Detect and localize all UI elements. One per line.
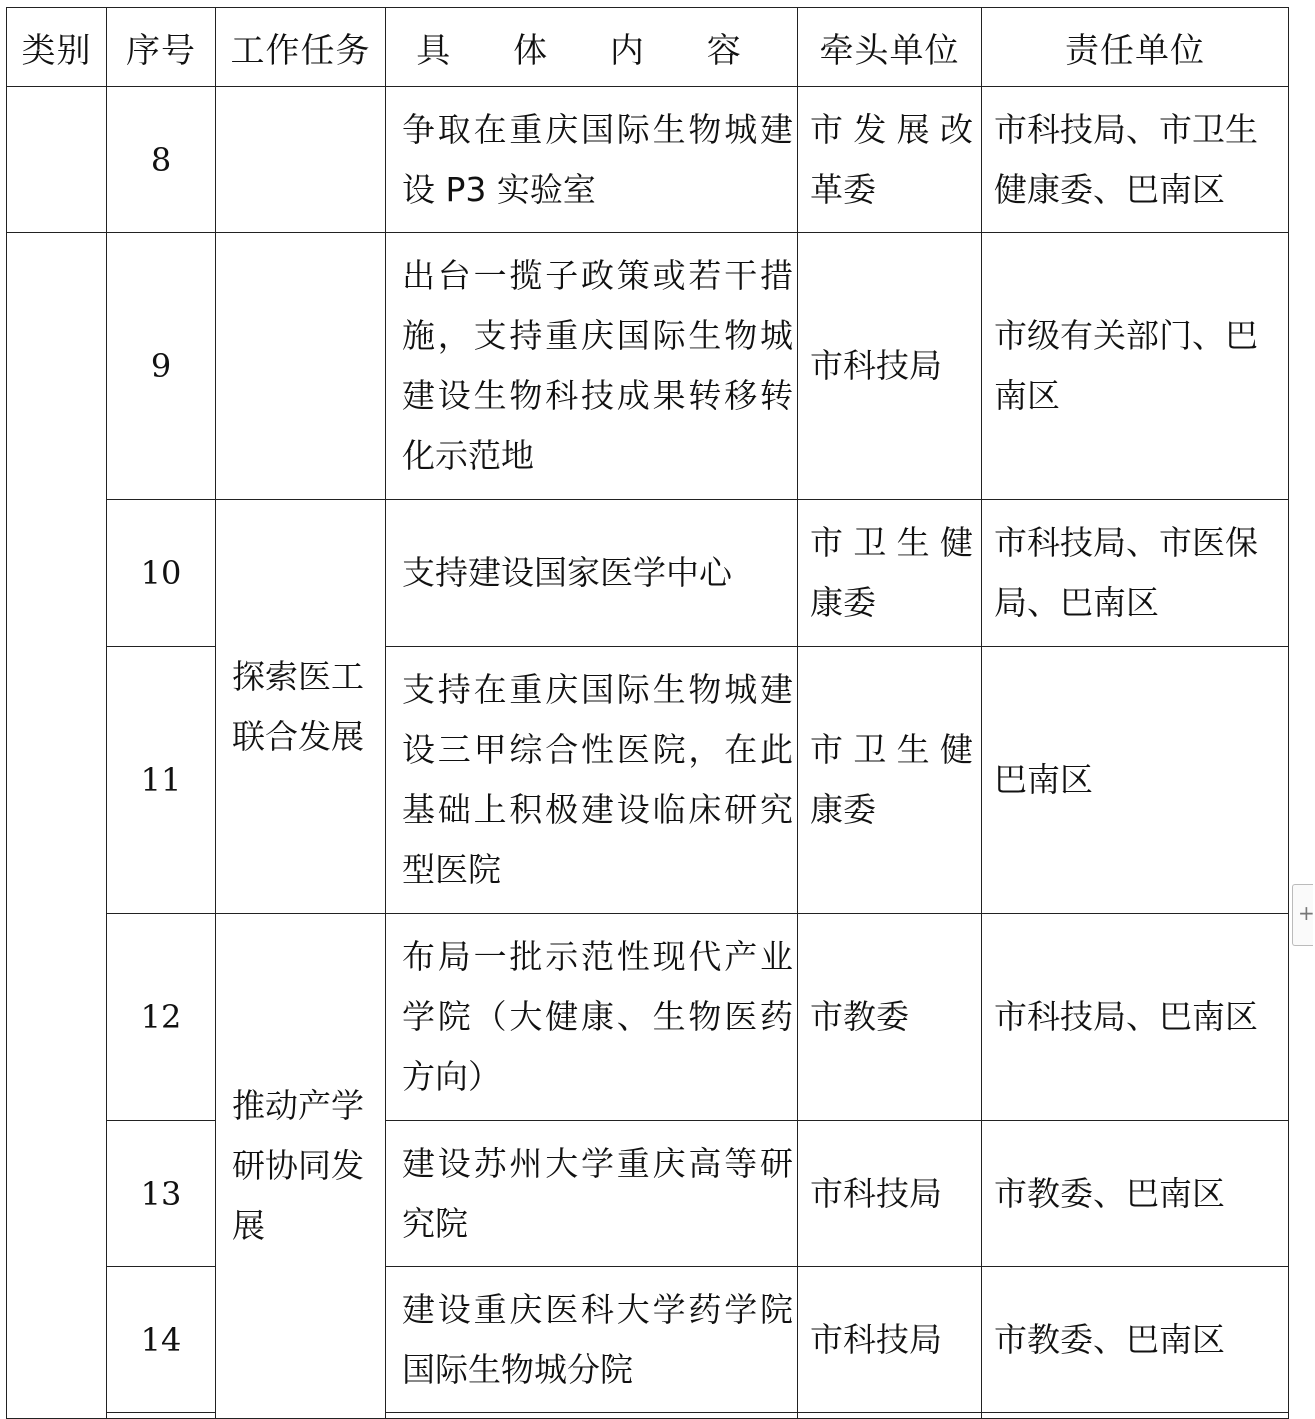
table-row: [7, 1267, 1289, 1413]
content-cell: 支持建设国家医学中心: [386, 500, 798, 647]
expand-tab-icon: +: [1298, 901, 1315, 925]
content-cell: 建设重庆医科大学药学院国际生物城分院: [386, 1267, 798, 1413]
task-cell-partial: [386, 1413, 798, 1419]
lead-cell: 市卫生健康委: [798, 500, 982, 647]
header-task: 工作任务: [216, 8, 386, 87]
content-cell: 争取在重庆国际生物城建设 P3 实验室: [386, 87, 798, 233]
table-row: [7, 233, 1289, 500]
header-content: 具 体 内 容: [386, 8, 798, 87]
resp-cell: 市科技局、市卫生健康委、巴南区: [982, 87, 1289, 233]
seq-cell: 13: [107, 1121, 216, 1267]
resp-cell: 市教委、巴南区: [982, 1267, 1289, 1413]
seq-cell: 9: [107, 233, 216, 500]
table-row-partial: [7, 1413, 1289, 1419]
table-row: [7, 647, 1289, 914]
task-table: [6, 7, 1289, 1419]
seq-cell: 10: [107, 500, 216, 647]
side-expand-tab[interactable]: [1292, 884, 1313, 946]
resp-cell: 巴南区: [982, 647, 1289, 914]
category-cell-top: [7, 87, 107, 233]
header-category: 类别: [7, 8, 107, 87]
seq-cell: 12: [107, 914, 216, 1121]
header-row: [7, 8, 1289, 87]
header-resp: 责任单位: [982, 8, 1289, 87]
content-cell: 支持在重庆国际生物城建设三甲综合性医院，在此基础上积极建设临床研究型医院: [386, 647, 798, 914]
content-cell-partial: [798, 1413, 982, 1419]
task-cell: 探索医工联合发展: [216, 500, 386, 914]
resp-cell: 市科技局、巴南区: [982, 914, 1289, 1121]
content-cell: 出台一揽子政策或若干措施，支持重庆国际生物城建设生物科技成果转移转化示范地: [386, 233, 798, 500]
seq-cell: 8: [107, 87, 216, 233]
header-lead: 牵头单位: [798, 8, 982, 87]
seq-cell: 14: [107, 1267, 216, 1413]
lead-cell: 市发展改革委: [798, 87, 982, 233]
task-cell: 推动产学研协同发展: [216, 914, 386, 1419]
resp-cell: 市科技局、市医保局、巴南区: [982, 500, 1289, 647]
lead-cell: 市科技局: [798, 233, 982, 500]
lead-cell: 市科技局: [798, 1267, 982, 1413]
content-cell: 建设苏州大学重庆高等研究院: [386, 1121, 798, 1267]
lead-cell: 市科技局: [798, 1121, 982, 1267]
table-row: [7, 500, 1289, 647]
lead-cell-partial: [982, 1413, 1289, 1419]
seq-cell-partial: [107, 1413, 216, 1419]
table-row: [7, 87, 1289, 233]
seq-cell: 11: [107, 647, 216, 914]
document-table-sheet: [6, 7, 1288, 1418]
resp-cell: 市教委、巴南区: [982, 1121, 1289, 1267]
category-cell-merged: [7, 233, 107, 1419]
task-cell-empty: [216, 233, 386, 500]
table-row: [7, 914, 1289, 1121]
lead-cell: 市卫生健康委: [798, 647, 982, 914]
content-cell: 布局一批示范性现代产业学院（大健康、生物医药方向）: [386, 914, 798, 1121]
resp-cell: 市级有关部门、巴南区: [982, 233, 1289, 500]
table-row: [7, 1121, 1289, 1267]
header-seq: 序号: [107, 8, 216, 87]
lead-cell: 市教委: [798, 914, 982, 1121]
task-cell-empty: [216, 87, 386, 233]
